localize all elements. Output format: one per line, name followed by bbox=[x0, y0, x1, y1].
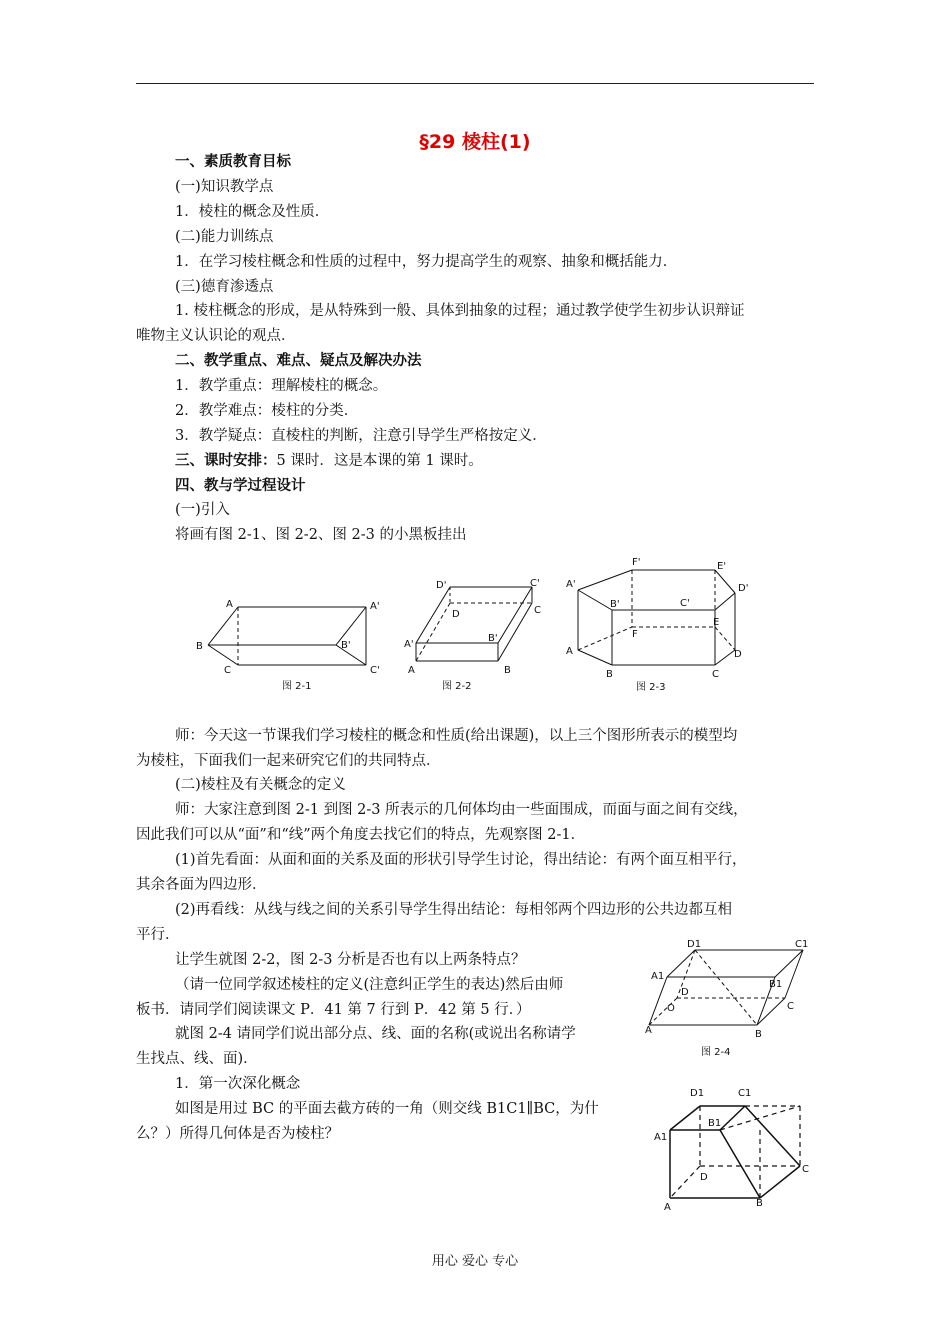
vertex-label: C bbox=[787, 1001, 794, 1012]
text-line: 平行． bbox=[136, 927, 180, 943]
figure-2-1 bbox=[190, 595, 390, 695]
section-heading: 三、课时安排： bbox=[175, 453, 277, 469]
vertex-label: B' bbox=[488, 633, 498, 644]
text-line: 板书．请同学们阅读课文 P．41 第 7 行到 P．42 第 5 行．） bbox=[136, 1002, 531, 1018]
vertex-label: B bbox=[756, 1198, 763, 1209]
vertex-label: C bbox=[534, 605, 541, 616]
vertex-label: C' bbox=[370, 665, 380, 676]
vertex-label: B bbox=[755, 1029, 762, 1040]
section-heading: 二、教学重点、难点、疑点及解决办法 bbox=[175, 353, 422, 369]
figure-caption: 图 2-2 bbox=[442, 681, 472, 692]
text-line: 师：今天这一节课我们学习棱柱的概念和性质(给出课题)，以上三个图形所表示的模型均 bbox=[175, 728, 738, 744]
text-line: (1)首先看面：从面和面的关系及面的形状引导学生讨论，得出结论：有两个面互相平行， bbox=[175, 852, 747, 868]
vertex-label: D' bbox=[436, 580, 447, 591]
vertex-label: C bbox=[712, 669, 719, 680]
text-span: 5 课时．这是本课的第 1 课时。 bbox=[276, 453, 483, 469]
vertex-label: A' bbox=[566, 579, 576, 590]
vertex-label: C1 bbox=[795, 939, 809, 950]
text-line: (二)能力训练点 bbox=[175, 229, 274, 245]
text-line: 1．棱柱的概念及性质． bbox=[175, 204, 330, 220]
vertex-label: A bbox=[645, 1025, 652, 1036]
vertex-label: B1 bbox=[769, 979, 783, 990]
text-line: 1．在学习棱柱概念和性质的过程中，努力提高学生的观察、抽象和概括能力． bbox=[175, 254, 678, 270]
vertex-label: A' bbox=[370, 601, 380, 612]
vertex-label: D bbox=[681, 987, 689, 998]
text-line: 3．教学疑点：直棱柱的判断，注意引导学生严格按定义． bbox=[175, 428, 547, 444]
vertex-label: F' bbox=[632, 557, 641, 568]
header-rule bbox=[136, 83, 814, 84]
text-line: 1．教学重点：理解棱柱的概念。 bbox=[175, 378, 388, 394]
vertex-label: D bbox=[452, 609, 460, 620]
text-line: (2)再看线：从线与线之间的关系引导学生得出结论：每相邻两个四边形的公共边都互相 bbox=[175, 902, 733, 918]
text-line: 因此我们可以从“面”和“线”两个角度去找它们的特点，先观察图 2-1． bbox=[136, 827, 586, 843]
section-heading: 一、素质教育目标 bbox=[175, 154, 291, 170]
text-line: 为棱柱，下面我们一起来研究它们的共同特点． bbox=[136, 753, 441, 769]
vertex-label: F bbox=[632, 629, 638, 640]
vertex-label: D bbox=[700, 1172, 708, 1183]
text-line: 1. 棱柱概念的形成，是从特殊到一般、具体到抽象的过程；通过教学使学生初步认识辩证 bbox=[175, 303, 745, 319]
vertex-label: D bbox=[734, 649, 742, 660]
page-footer: 用心 爱心 专心 bbox=[431, 1254, 519, 1269]
page-title: §29 棱柱(1) bbox=[419, 131, 531, 153]
text-line: 生找点、线、面)． bbox=[136, 1051, 258, 1067]
text-line: 1．第一次深化概念 bbox=[175, 1076, 301, 1092]
text-line: 将画有图 2-1、图 2-2、图 2-3 的小黑板挂出 bbox=[175, 527, 467, 543]
vertex-label: C' bbox=[530, 578, 540, 589]
text-line: (一)引入 bbox=[175, 502, 230, 518]
text-line: (一)知识教学点 bbox=[175, 179, 274, 195]
section-heading: 四、教与学过程设计 bbox=[175, 478, 306, 494]
figure-cut-brick bbox=[650, 1078, 820, 1218]
text-line: 其余各面为四边形． bbox=[136, 877, 267, 893]
figure-2-4 bbox=[645, 935, 825, 1060]
text-line: 如图是用过 BC 的平面去截方砖的一角（则交线 B1C1∥BC，为什 bbox=[175, 1101, 599, 1117]
vertex-label: A bbox=[664, 1202, 671, 1213]
vertex-label: E' bbox=[717, 561, 727, 572]
text-line: 2．教学难点：棱柱的分类． bbox=[175, 403, 359, 419]
figure-2-2 bbox=[400, 575, 560, 695]
vertex-label: A bbox=[226, 599, 233, 610]
vertex-label: C' bbox=[680, 598, 690, 609]
figure-caption: 图 2-1 bbox=[282, 681, 312, 692]
text-line: 唯物主义认识论的观点． bbox=[136, 328, 296, 344]
text-line: 就图 2-4 请同学们说出部分点、线、面的名称(或说出名称请学 bbox=[175, 1026, 576, 1042]
figure-2-3 bbox=[560, 555, 770, 695]
vertex-label: C bbox=[802, 1164, 809, 1175]
vertex-label: B' bbox=[341, 640, 351, 651]
vertex-label: A1 bbox=[654, 1132, 668, 1143]
vertex-label: A bbox=[566, 646, 573, 657]
vertex-label: D' bbox=[738, 583, 749, 594]
vertex-label: B bbox=[196, 641, 203, 652]
text-line bbox=[175, 452, 483, 470]
vertex-label: O bbox=[667, 1003, 675, 1014]
vertex-label: C1 bbox=[738, 1088, 752, 1099]
text-line: 让学生就图 2-2，图 2-3 分析是否也有以上两条特点？ bbox=[175, 952, 526, 968]
text-line: 么？）所得几何体是否为棱柱？ bbox=[136, 1126, 339, 1142]
vertex-label: B1 bbox=[708, 1118, 722, 1129]
text-line: （请一位同学叙述棱柱的定义(注意纠正学生的表达)然后由师 bbox=[175, 977, 564, 993]
vertex-label: B bbox=[504, 665, 511, 676]
vertex-label: D1 bbox=[690, 1088, 705, 1099]
vertex-label: C bbox=[224, 665, 231, 676]
text-line: (三)德育渗透点 bbox=[175, 279, 274, 295]
vertex-label: A' bbox=[404, 639, 414, 650]
vertex-label: E bbox=[713, 617, 720, 628]
vertex-label: A bbox=[408, 665, 415, 676]
vertex-label: B' bbox=[610, 599, 620, 610]
vertex-label: D1 bbox=[687, 939, 702, 950]
figure-caption: 图 2-3 bbox=[636, 682, 666, 693]
vertex-label: A1 bbox=[651, 971, 665, 982]
text-line: 师：大家注意到图 2-1 到图 2-3 所表示的几何体均由一些面围成，而面与面之间有交线， bbox=[175, 802, 748, 818]
text-line: (二)棱柱及有关概念的定义 bbox=[175, 777, 346, 793]
figure-caption: 图 2-4 bbox=[701, 1047, 731, 1058]
vertex-label: B bbox=[606, 669, 613, 680]
